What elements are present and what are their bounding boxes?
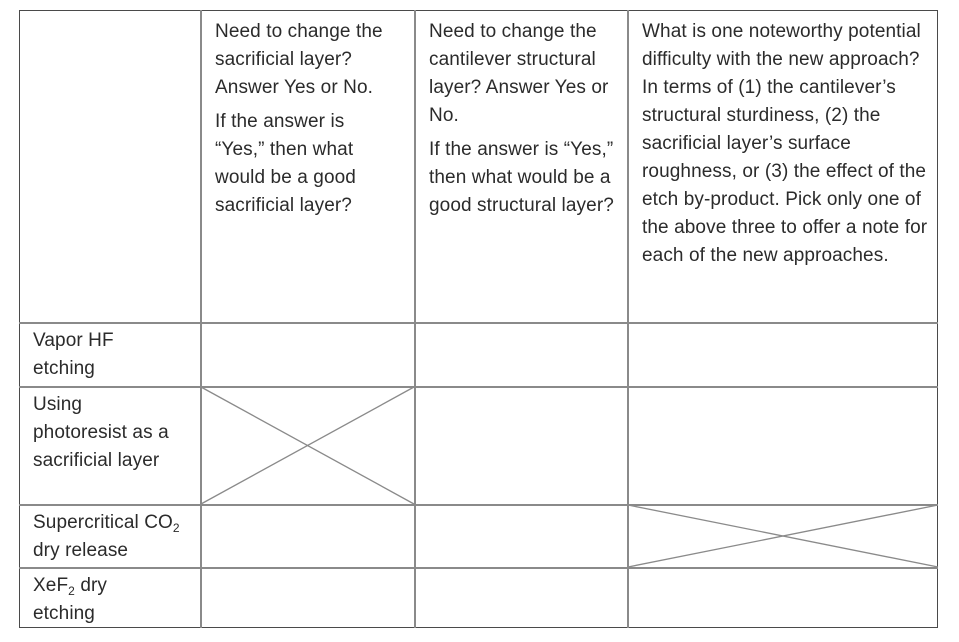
header-cell-empty [19,10,200,322]
row-label-main: XeF [33,575,69,596]
row-label-rest: dry release [33,540,129,561]
row-label-vapor-hf [19,324,200,386]
header-structural-question: Need to change the cantilever structural layer? Answer Yes or No. [429,21,609,126]
header-cell-difficulty [629,12,938,322]
header-difficulty-text: What is one noteworthy potential difficulty with the new approach? In terms of (1) the cantilever’s structural sturdiness, (2) the sacrificial layer’s surface roughness, or (3) the effect of the etch by-product. Pick only one of the above three to offer a note for each of the new approaches. [642,21,928,266]
row-label-text: Using photoresist as a sacrificial layer [33,394,169,471]
row-label-text [33,509,192,565]
answer-cell[interactable] [416,324,627,386]
answer-cell[interactable] [416,506,627,567]
row-label-rest: dry etching [33,575,108,624]
row-label-xef2 [19,569,200,628]
header-cell-structural [416,12,627,322]
answer-cell[interactable] [416,388,627,504]
row-label-main: Supercritical CO [33,512,173,533]
row-label-supercritical-co2 [19,506,200,567]
header-cell-sacrificial [202,12,414,322]
answer-cell[interactable] [202,569,414,628]
crossed-out-cell-photoresist-sacrificial [201,387,414,504]
header-structural-followup: If the answer is “Yes,” then what would be a good structural layer? [429,139,614,216]
header-sacrificial-question: Need to change the sacrificial layer? Answer Yes or No. [215,21,383,98]
crossed-out-cell-co2-difficulty [628,505,938,567]
row-label-photoresist [19,388,200,504]
answer-cell[interactable] [202,506,414,567]
question-table [19,10,940,630]
row-label-text [33,572,140,628]
row-label-text: Vapor HF etching [33,330,114,379]
answer-cell[interactable] [416,569,627,628]
row-label-subscript: 2 [68,584,75,598]
header-sacrificial-followup: If the answer is “Yes,” then what would be a good sacrificial layer? [215,111,356,216]
row-label-subscript: 2 [172,521,180,535]
answer-cell[interactable] [629,324,938,386]
answer-cell[interactable] [629,388,938,504]
answer-cell[interactable] [202,324,414,386]
answer-cell[interactable] [629,569,938,628]
